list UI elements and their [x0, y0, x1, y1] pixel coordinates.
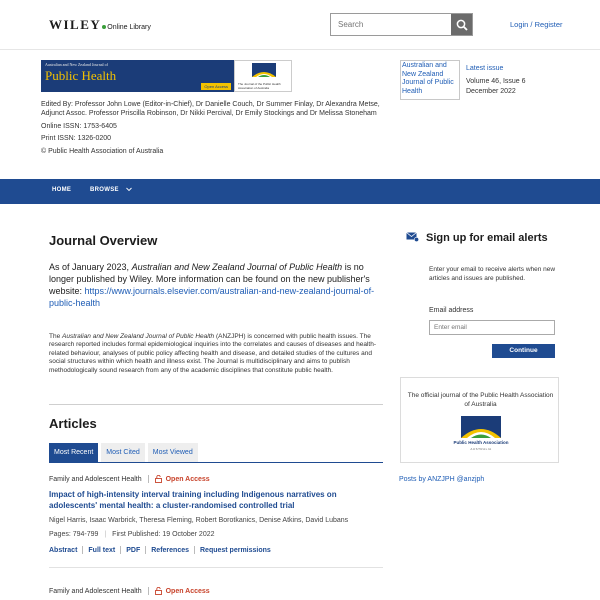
publisher-notice — [49, 261, 384, 309]
notice-part2: is no longer published by Wiley. More information can be found on the new publisher's website: — [49, 262, 370, 296]
nav-home[interactable]: HOME — [52, 187, 72, 193]
latest-issue-date: December 2022 — [466, 88, 516, 95]
journal-banner-title: Public Health — [45, 68, 117, 83]
desc-pre: The — [49, 333, 63, 340]
copyright: © Public Health Association of Australia — [41, 147, 164, 155]
journal-description — [49, 333, 384, 375]
continue-button[interactable]: Continue — [492, 344, 555, 358]
articles-heading: Articles — [49, 416, 97, 431]
article-divider — [49, 567, 383, 568]
article-authors: Nigel Harris, Isaac Warbrick, Theresa Fleming, Robert Borotkanics, Denise Atkins, David Lubans — [49, 517, 349, 524]
pdf-link[interactable]: PDF — [126, 546, 141, 554]
search-input[interactable] — [331, 14, 452, 35]
phaa-logo[interactable] — [451, 416, 511, 454]
email-alerts-title: Sign up for email alerts — [426, 232, 548, 244]
email-field[interactable] — [429, 320, 555, 335]
phaa-banner-caption: The Journal of the Public Health Association of Australia — [238, 82, 281, 90]
nav-browse-label: BROWSE — [90, 187, 119, 194]
request-permissions-link[interactable]: Request permissions — [200, 546, 271, 554]
separator — [194, 546, 195, 554]
article-meta: Pages: 794-799 | First Published: 19 October 2022 — [49, 531, 215, 538]
elsevier-link[interactable]: https://www.journals.elsevier.com/australian-and-new-zealand-journal-of-public-health — [49, 286, 375, 308]
unlock-icon — [155, 587, 162, 595]
official-journal-box — [400, 377, 559, 463]
chevron-down-icon — [126, 187, 132, 192]
article-pages: Pages: 794-799 — [49, 531, 99, 538]
overview-divider — [49, 404, 383, 405]
separator — [148, 475, 149, 483]
journal-banner-main — [41, 60, 234, 92]
abstract-link[interactable]: Abstract — [49, 546, 78, 554]
cover-alt-text: Australian and New Zealand Journal of Public Health — [402, 62, 454, 95]
separator — [148, 587, 149, 595]
logo-suffix: Online Library — [107, 24, 151, 31]
article-item — [49, 587, 383, 595]
sunrise-logo-icon — [252, 63, 276, 77]
unlock-icon — [155, 475, 162, 483]
search-button[interactable] — [451, 14, 472, 35]
desc-post: (ANZJPH) is concerned with public health issues. The research reported includes formal epidemiological inquiries into the correlates and causes of diseases and health-related behaviour, analyses of public policy affecting health and disease, and detailed studies of the cultures and social structures within which health and illness exist. The Journal is multidisciplinary and aims to publish methodologically sound research from any of the academic disciplines that constitute public health. — [49, 333, 376, 374]
email-field-label: Email address — [429, 307, 474, 314]
email-alerts-text: Enter your email to receive alerts when new articles and issues are published. — [429, 266, 556, 282]
full-text-link[interactable]: Full text — [88, 546, 116, 554]
phaa-logo-name: Public Health Association — [453, 440, 509, 445]
tabs-underline — [49, 462, 383, 463]
tab-most-recent[interactable]: Most Recent — [49, 443, 98, 463]
latest-issue-cover[interactable] — [400, 60, 460, 100]
open-access-badge — [155, 587, 210, 595]
login-register-link[interactable]: Login / Register — [510, 20, 563, 29]
print-issn: Print ISSN: 1326-0200 — [41, 135, 112, 142]
overview-heading: Journal Overview — [49, 233, 158, 248]
separator — [82, 546, 83, 554]
official-journal-text: The official journal of the Public Health Association of Australia — [407, 392, 554, 408]
article-category[interactable]: Family and Adolescent Health — [49, 475, 142, 483]
article-links — [49, 546, 383, 554]
journal-banner-badge: Open Access — [201, 83, 231, 90]
phaa-logo-sub: AUSTRALIA — [470, 447, 492, 451]
article-item — [49, 475, 383, 554]
desc-journal: Australian and New Zealand Journal of Public Health — [62, 333, 215, 340]
references-link[interactable]: References — [151, 546, 189, 554]
search-icon — [456, 19, 468, 31]
open-access-label: Open Access — [165, 587, 210, 595]
journal-meta — [41, 100, 381, 159]
top-bar — [0, 0, 600, 50]
notice-part1: As of January 2023, — [49, 262, 132, 272]
article-first-published: First Published: 19 October 2022 — [112, 531, 215, 538]
mail-alert-icon — [406, 232, 419, 242]
article-title[interactable]: Impact of high-intensity interval training including Indigenous narratives on adolescents' mental health: a cluster-randomised controlled trial — [49, 490, 337, 510]
separator — [120, 546, 121, 554]
latest-issue-info — [466, 64, 526, 97]
main-nav — [0, 179, 600, 204]
journal-editors: Edited By: Professor John Lowe (Editor-in-Chief), Dr Danielle Couch, Dr Summer Finlay, Dr Alexandra Metse, Adjunct Assoc. Professor Priscilla Robinson, Dr Nikki Percival, Dr Emily Stockings and Dr Melissa Stoneham — [41, 101, 380, 117]
latest-issue-link[interactable]: Latest issue — [466, 65, 504, 72]
open-access-badge — [155, 475, 210, 483]
search-box — [330, 13, 473, 36]
tab-most-viewed[interactable]: Most Viewed — [148, 443, 198, 463]
open-access-label: Open Access — [165, 475, 210, 483]
logo-brand: WILEY — [49, 17, 102, 32]
notice-journal: Australian and New Zealand Journal of Public Health — [131, 262, 343, 272]
nav-browse[interactable] — [90, 187, 132, 193]
article-category[interactable]: Family and Adolescent Health — [49, 587, 142, 595]
latest-issue-volume: Volume 46, Issue 6 — [466, 78, 526, 85]
articles-tabs — [49, 443, 201, 463]
online-issn: Online ISSN: 1753-6405 — [41, 122, 117, 130]
twitter-posts-link[interactable]: Posts by ANZJPH @anzjph — [399, 476, 485, 483]
separator — [145, 546, 146, 554]
sunrise-logo-icon — [461, 416, 501, 438]
journal-banner-small: Australian and New Zealand Journal of — [45, 62, 108, 67]
journal-banner[interactable] — [41, 60, 292, 92]
phaa-banner-logo — [234, 60, 292, 92]
wiley-logo[interactable] — [49, 17, 151, 33]
logo-dot — [102, 25, 106, 29]
tab-most-cited[interactable]: Most Cited — [101, 443, 144, 463]
